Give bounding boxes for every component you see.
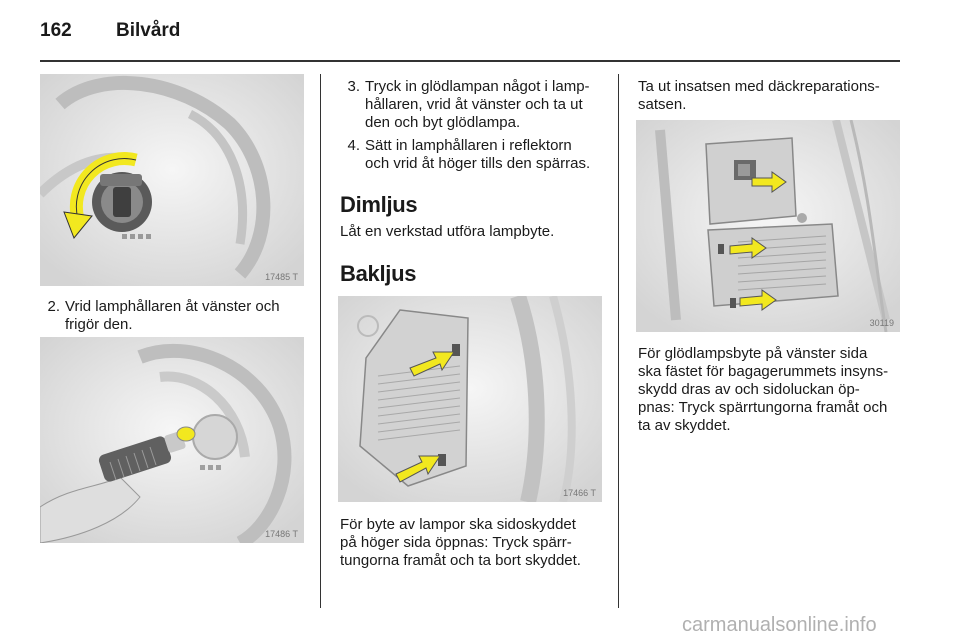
intro-line: Ta ut insatsen med däckreparations- bbox=[638, 78, 880, 95]
header-rule bbox=[40, 60, 900, 62]
step-text-line: Sätt in lamphållaren i reflektorn bbox=[365, 137, 572, 154]
step-number: 3. bbox=[347, 78, 360, 95]
step-4 bbox=[340, 137, 612, 175]
step-text-line: Vrid lamphållaren åt vänster och bbox=[65, 298, 280, 315]
section-title: Bilvård bbox=[116, 20, 181, 41]
step-text-line: frigör den. bbox=[65, 316, 133, 333]
body-line: ta av skyddet. bbox=[638, 417, 731, 434]
step-3 bbox=[340, 78, 612, 134]
figure-headlamp-holder bbox=[40, 74, 304, 286]
rear-light-caption bbox=[340, 516, 612, 570]
step-text-line: den och byt glödlampa. bbox=[365, 114, 521, 131]
intro-line: satsen. bbox=[638, 96, 687, 113]
heading-fog-light: Dimljus bbox=[340, 192, 418, 217]
caption-line: För byte av lampor ska sidoskyddet bbox=[340, 516, 576, 533]
step-text-line: och vrid åt höger tills den spärras. bbox=[365, 155, 591, 172]
figure-code: 17485 T bbox=[265, 272, 298, 282]
figure-code: 17466 T bbox=[563, 488, 596, 498]
step-2 bbox=[40, 298, 310, 338]
step-text-line: hållaren, vrid åt vänster och ta ut bbox=[365, 96, 583, 113]
right-intro bbox=[638, 78, 902, 114]
fog-light-text: Låt en verkstad utföra lampbyte. bbox=[340, 223, 555, 240]
figure-side-cover-right bbox=[338, 296, 602, 502]
figure-code: 30119 bbox=[869, 318, 894, 328]
figure-code: 17486 T bbox=[265, 529, 298, 539]
body-line: ska fästet för bagagerummets insyns- bbox=[638, 363, 889, 380]
caption-line: på höger sida öppnas: Tryck spärr- bbox=[340, 534, 572, 551]
body-line: För glödlampsbyte på vänster sida bbox=[638, 345, 868, 362]
right-body-text bbox=[638, 345, 902, 435]
column-divider-right bbox=[618, 74, 619, 608]
body-line: pnas: Tryck spärrtungorna framåt och bbox=[638, 399, 888, 416]
figure-bulb-removal bbox=[40, 337, 304, 543]
step-number: 4. bbox=[347, 137, 360, 154]
watermark: carmanualsonline.info bbox=[682, 614, 877, 636]
caption-line: tungorna framåt och ta bort skyddet. bbox=[340, 552, 581, 569]
step-text-line: Tryck in glödlampan något i lamp- bbox=[365, 78, 590, 95]
step-number: 2. bbox=[47, 298, 60, 315]
column-divider-left bbox=[320, 74, 321, 608]
heading-rear-light: Bakljus bbox=[340, 261, 417, 286]
page-number: 162 bbox=[40, 20, 72, 41]
figure-luggage-compartment bbox=[636, 120, 900, 332]
body-line: skydd dras av och sidoluckan öp- bbox=[638, 381, 860, 398]
